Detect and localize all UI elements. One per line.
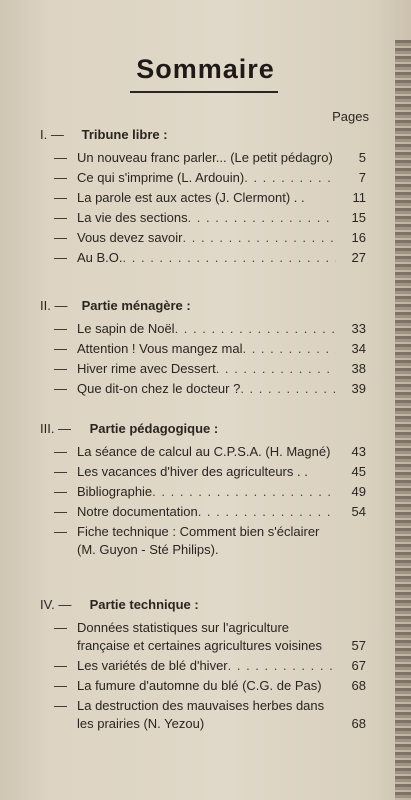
entry-text: La vie des sections xyxy=(77,210,188,225)
toc-entry: — Au B.O. . . . 27 xyxy=(40,249,366,267)
toc-entry: — La vie des sections . . . 15 xyxy=(40,209,366,227)
entry-page: 54 xyxy=(351,504,366,519)
entry-text: Ce qui s'imprime (L. Ardouin) xyxy=(77,170,245,185)
section-number: I. — xyxy=(40,127,64,142)
toc-entry: — Notre documentation . . . 54 xyxy=(40,503,366,521)
section-title: Partie pédagogique : xyxy=(89,421,219,436)
section-number: II. — xyxy=(40,298,68,313)
entry-page: 38 xyxy=(351,361,366,376)
section-tribune-libre xyxy=(40,127,366,269)
entry-page: 68 xyxy=(351,678,366,693)
toc-entry: — La fumure d'automne du blé (C.G. de Pas) 68 xyxy=(54,678,366,693)
toc-entry: — Données statistiques sur l'agriculture française et certaines agricultures voisines 57 xyxy=(54,620,366,653)
page-edge xyxy=(395,40,411,800)
entry-text: Un nouveau franc parler... (Le petit pédagro) xyxy=(77,150,333,165)
section-number: III. — xyxy=(40,421,72,436)
entry-text: Hiver rime avec Dessert xyxy=(77,361,216,376)
entry-page: 7 xyxy=(358,170,366,185)
page-title: Sommaire xyxy=(136,54,275,84)
section-heading xyxy=(40,298,366,320)
section-heading xyxy=(40,127,366,149)
section-number: IV. — xyxy=(40,597,72,612)
toc-entry: — Les variétés de blé d'hiver . . . 67 xyxy=(40,657,366,675)
toc-entry: — Fiche technique : Comment bien s'éclairer (M. Guyon - Sté Philips). xyxy=(40,523,366,559)
toc-entry: — Vous devez savoir . . . 16 xyxy=(40,229,366,247)
entry-text: La parole est aux actes (J. Clermont) . . xyxy=(77,190,305,205)
entry-text: La fumure d'automne du blé (C.G. de Pas) xyxy=(77,678,322,693)
toc-entry: — Un nouveau franc parler... (Le petit pédagro) 5 xyxy=(54,150,366,165)
entry-page: 68 xyxy=(351,716,366,731)
entry-page: 57 xyxy=(351,638,366,653)
section-title: Tribune libre : xyxy=(81,127,168,142)
entry-page: 49 xyxy=(351,484,366,499)
entry-text: Que dit-on chez le docteur ? xyxy=(77,381,241,396)
entry-page: 27 xyxy=(351,250,366,265)
entry-text: Les vacances d'hiver des agriculteurs . . xyxy=(77,464,308,479)
entry-text: Le sapin de Noël xyxy=(77,321,175,336)
title-underline xyxy=(130,91,278,93)
toc-entry: — Ce qui s'imprime (L. Ardouin) . . . 7 xyxy=(40,169,366,187)
toc-entry: — Les vacances d'hiver des agriculteurs . . 45 xyxy=(54,464,366,479)
entry-page: 16 xyxy=(351,230,366,245)
pages-column-label: Pages xyxy=(332,109,369,124)
section-partie-technique xyxy=(40,597,366,735)
toc-entry: — Attention ! Vous mangez mal . . . 34 xyxy=(40,340,366,358)
entry-page: 33 xyxy=(351,321,366,336)
entry-page: 11 xyxy=(352,190,366,205)
toc-entry: — Que dit-on chez le docteur ? . . . 39 xyxy=(40,380,366,398)
entry-text: La destruction des mauvaises herbes dans les prairies (N. Yezou) xyxy=(77,698,325,731)
entry-page: 45 xyxy=(351,464,366,479)
entry-page: 34 xyxy=(351,341,366,356)
entry-text: Attention ! Vous mangez mal xyxy=(77,341,243,356)
entry-text: Les variétés de blé d'hiver xyxy=(77,658,228,673)
entry-text: Au B.O. xyxy=(77,250,123,265)
toc-entry: — Le sapin de Noël . . . 33 xyxy=(40,320,366,338)
entry-text: Bibliographie xyxy=(77,484,153,499)
section-partie-menagere xyxy=(40,298,366,400)
entry-text: Fiche technique : Comment bien s'éclairer (M. Guyon - Sté Philips). xyxy=(77,524,320,557)
section-heading xyxy=(40,597,366,619)
toc-entry: — Hiver rime avec Dessert . . . 38 xyxy=(40,360,366,378)
entry-page: 67 xyxy=(351,658,366,673)
entry-text: La séance de calcul au C.P.S.A. (H. Magné) xyxy=(77,444,331,459)
entry-page: 15 xyxy=(351,210,366,225)
toc-entry: — Bibliographie . . . 49 xyxy=(40,483,366,501)
section-title: Partie ménagère : xyxy=(81,298,191,313)
entry-page: 39 xyxy=(351,381,366,396)
entry-text: Notre documentation xyxy=(77,504,198,519)
toc-entry: — La parole est aux actes (J. Clermont) . . 11 xyxy=(54,190,366,205)
entry-page: 5 xyxy=(358,150,366,165)
entry-page: 43 xyxy=(351,444,366,459)
section-partie-pedagogique xyxy=(40,421,366,561)
section-title: Partie technique : xyxy=(89,597,199,612)
entry-text: Données statistiques sur l'agriculture française et certaines agricultures voisines xyxy=(77,620,322,653)
entry-text: Vous devez savoir xyxy=(77,230,183,245)
toc-entry: — La séance de calcul au C.P.S.A. (H. Magné) 43 xyxy=(54,444,366,459)
toc-entry: — La destruction des mauvaises herbes dans les prairies (N. Yezou) 68 xyxy=(54,698,366,731)
section-heading xyxy=(40,421,366,443)
